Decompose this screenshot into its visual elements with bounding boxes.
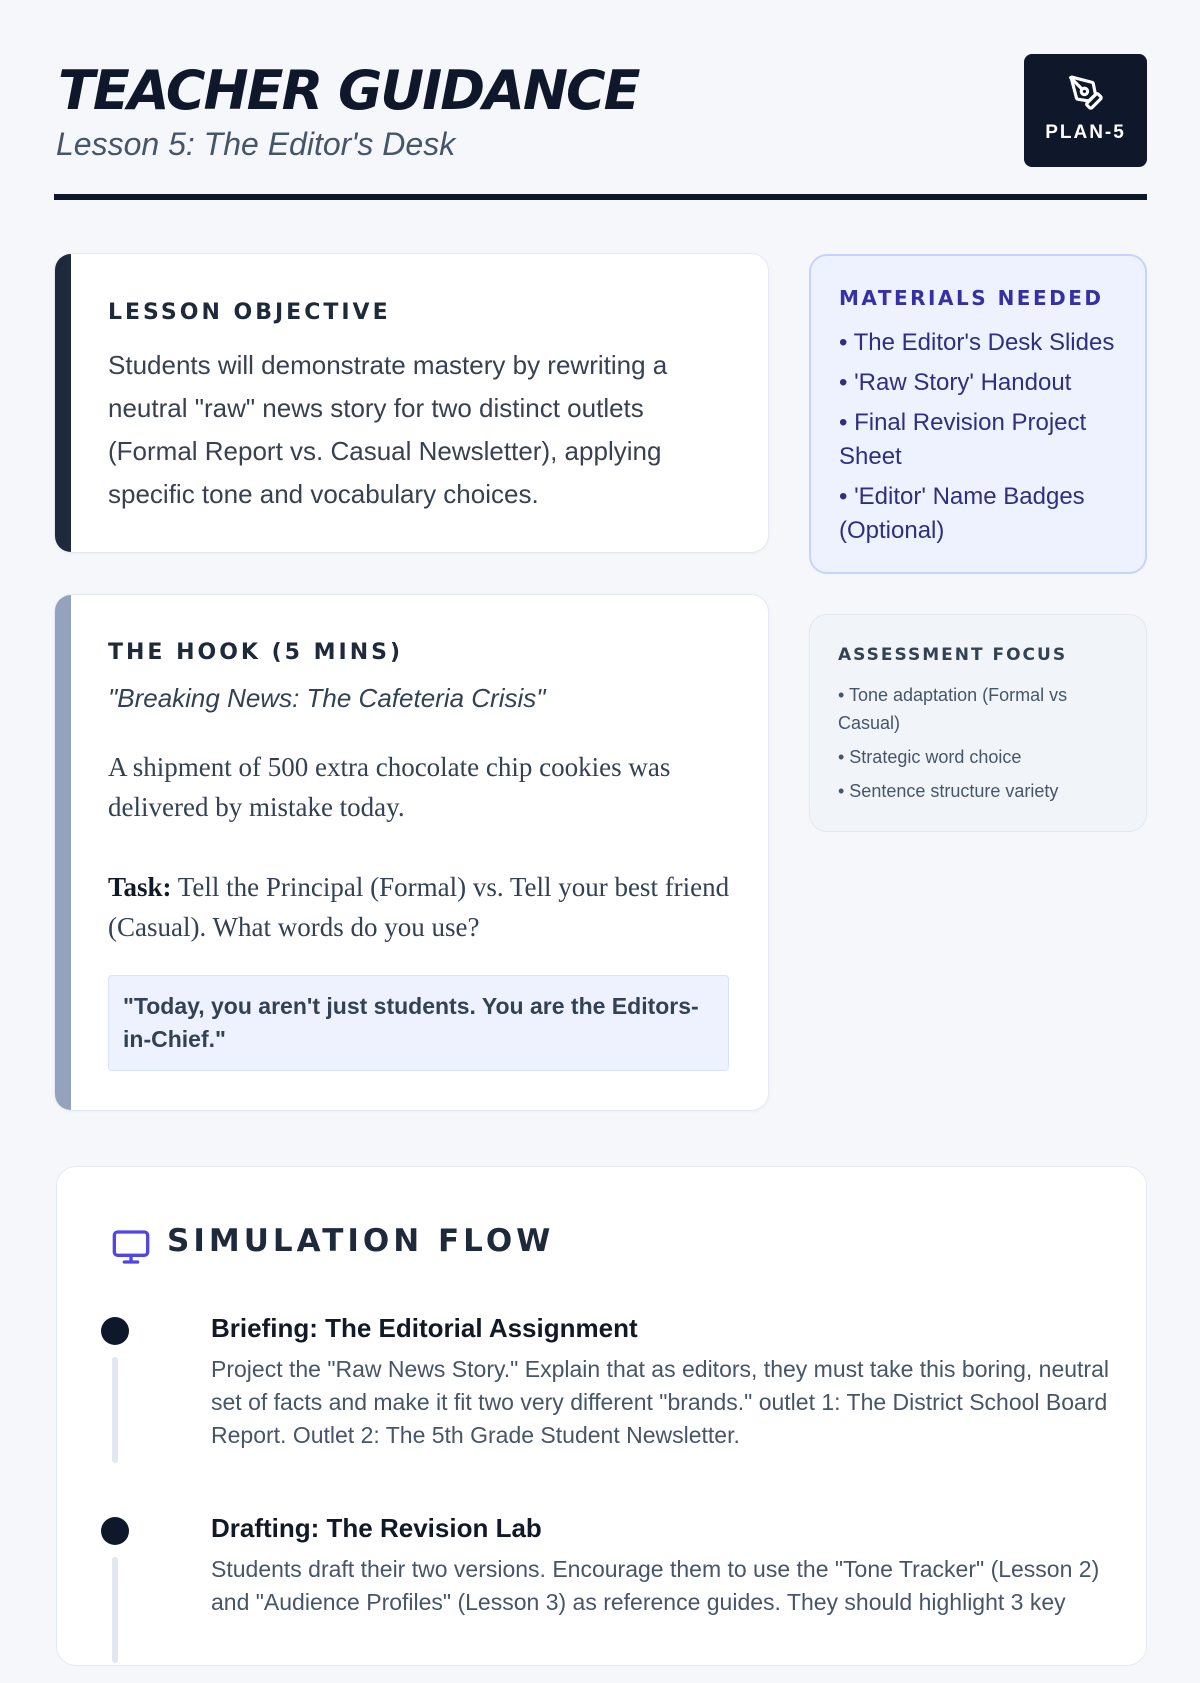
header-divider [54,194,1147,200]
simulation-flow-card [56,1166,1147,1666]
lesson-subtitle: Lesson 5: The Editor's Desk [56,126,456,162]
task-text: Tell the Principal (Formal) vs. Tell your best friend (Casual). What words do you use? [108,872,730,942]
step-description: Project the "Raw News Story." Explain that as editors, they must take this boring, neutral set of facts and make it fit two very different "brands." outlet 1: The District School Board Report. Outlet 2: The 5th Grade Student Newsletter. [211,1356,1109,1448]
hook-task [108,867,733,947]
step-marker [101,1517,129,1545]
step-connector [112,1357,118,1463]
step-marker [101,1317,129,1345]
materials-list [839,326,1129,554]
flow-step [97,1313,1127,1483]
list-item: • Final Revision Project Sheet [839,409,1087,470]
hook-card [54,594,769,1111]
materials-heading: MATERIALS NEEDED [839,286,1104,310]
plan-badge [1024,54,1147,167]
task-label: Task: [108,872,172,902]
hook-heading: THE HOOK (5 MINS) [108,640,404,665]
assessment-list [838,681,1128,811]
list-item: • 'Editor' Name Badges (Optional) [839,483,1085,544]
plan-badge-label: PLAN-5 [1045,122,1126,143]
list-item: • Sentence structure variety [838,781,1059,801]
assessment-heading: ASSESSMENT FOCUS [838,645,1068,665]
objective-text: Students will demonstrate mastery by rewriting a neutral "raw" news story for two distinct outlets (Formal Report vs. Casual Newsletter), applying specific tone and vocabulary choices. [108,350,668,509]
card-accent-bar [55,595,71,1110]
pen-nib-icon [1067,74,1105,112]
step-title: Briefing: The Editorial Assignment [211,1313,638,1343]
page-title: TEACHER GUIDANCE [58,59,639,122]
monitor-icon [111,1227,151,1267]
card-accent-bar [55,254,71,552]
materials-card [809,254,1147,574]
objective-heading: LESSON OBJECTIVE [108,300,391,325]
list-item: • Tone adaptation (Formal vs Casual) [838,685,1068,733]
step-connector [112,1557,118,1663]
hook-scenario: A shipment of 500 extra chocolate chip cookies was delivered by mistake today. [108,752,671,822]
assessment-card [809,614,1147,832]
lesson-objective-card [54,253,769,553]
list-item: • Strategic word choice [838,747,1022,767]
flow-heading: SIMULATION FLOW [167,1223,555,1259]
step-description: Students draft their two versions. Encourage them to use the "Tone Tracker" (Lesson 2) and "Audience Profiles" (Lesson 3) as reference guides. They should highlight 3 key [211,1556,1100,1615]
hook-title: "Breaking News: The Cafeteria Crisis" [108,683,546,713]
page-header [54,52,1147,202]
step-title: Drafting: The Revision Lab [211,1513,542,1543]
list-item: • 'Raw Story' Handout [839,369,1072,396]
flow-step [97,1513,1127,1683]
hook-quote: "Today, you aren't just students. You are the Editors-in-Chief." [108,975,729,1071]
list-item: • The Editor's Desk Slides [839,329,1115,356]
